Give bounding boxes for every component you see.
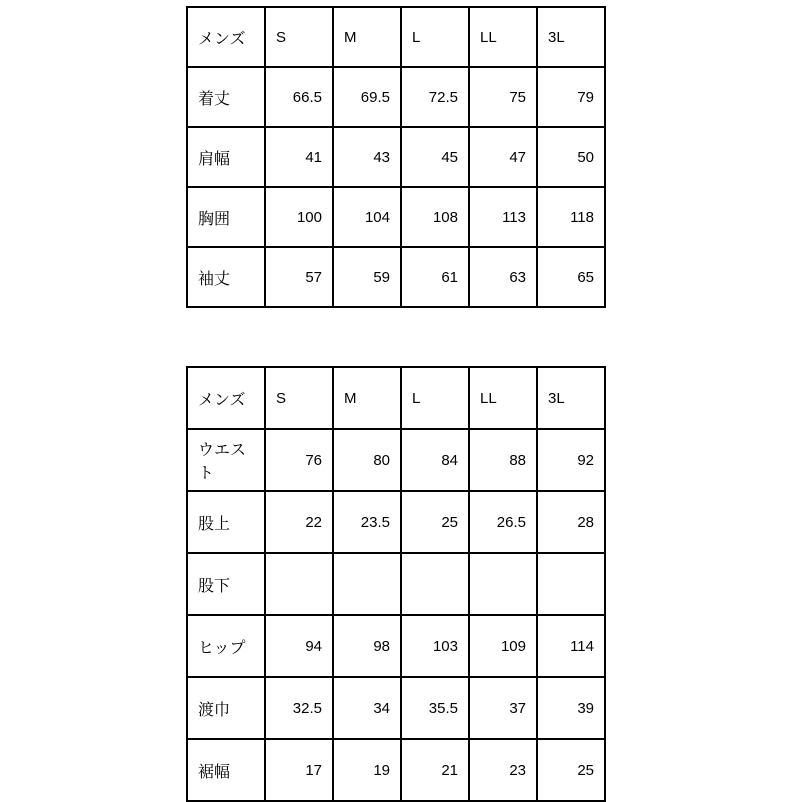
table-row [187,677,605,739]
cell-value: 25 [401,491,469,553]
cell-value: 43 [333,127,401,187]
table-row [187,553,605,615]
column-header-s: S [265,7,333,67]
row-label: 肩幅 [187,127,265,187]
cell-value [265,553,333,615]
row-label: 渡巾 [187,677,265,739]
cell-value: 61 [401,247,469,307]
cell-value: 114 [537,615,605,677]
cell-value: 75 [469,67,537,127]
row-label: ヒップ [187,615,265,677]
column-header-3l: 3L [537,7,605,67]
column-header-ll: LL [469,367,537,429]
cell-value: 79 [537,67,605,127]
cell-value: 109 [469,615,537,677]
cell-value: 103 [401,615,469,677]
table-row [187,429,605,491]
cell-value: 26.5 [469,491,537,553]
column-header-l: L [401,367,469,429]
column-header-m: M [333,367,401,429]
cell-value: 65 [537,247,605,307]
row-label: 股下 [187,553,265,615]
cell-value: 34 [333,677,401,739]
cell-value: 113 [469,187,537,247]
table-header-row [187,367,605,429]
cell-value: 32.5 [265,677,333,739]
table-row [187,127,605,187]
cell-value: 57 [265,247,333,307]
row-label: 袖丈 [187,247,265,307]
cell-value: 80 [333,429,401,491]
cell-value: 45 [401,127,469,187]
cell-value [469,553,537,615]
cell-value: 21 [401,739,469,801]
cell-value: 41 [265,127,333,187]
cell-value: 50 [537,127,605,187]
cell-value: 98 [333,615,401,677]
cell-value: 66.5 [265,67,333,127]
table-row [187,739,605,801]
row-label: 裾幅 [187,739,265,801]
table-corner-header: メンズ [187,7,265,67]
cell-value: 39 [537,677,605,739]
cell-value: 118 [537,187,605,247]
cell-value: 37 [469,677,537,739]
cell-value: 28 [537,491,605,553]
cell-value: 100 [265,187,333,247]
cell-value: 19 [333,739,401,801]
cell-value [401,553,469,615]
mens-bottoms-size-table [186,366,606,802]
table-header-row [187,7,605,67]
cell-value: 76 [265,429,333,491]
cell-value: 47 [469,127,537,187]
table-row [187,491,605,553]
cell-value: 94 [265,615,333,677]
cell-value: 17 [265,739,333,801]
column-header-ll: LL [469,7,537,67]
table-row [187,67,605,127]
cell-value: 63 [469,247,537,307]
cell-value: 84 [401,429,469,491]
row-label: 胸囲 [187,187,265,247]
cell-value: 72.5 [401,67,469,127]
cell-value: 92 [537,429,605,491]
cell-value: 22 [265,491,333,553]
row-label: 股上 [187,491,265,553]
column-header-3l: 3L [537,367,605,429]
table-row [187,247,605,307]
cell-value: 23.5 [333,491,401,553]
cell-value: 104 [333,187,401,247]
mens-tops-size-table [186,6,606,308]
column-header-m: M [333,7,401,67]
cell-value: 88 [469,429,537,491]
cell-value [333,553,401,615]
column-header-s: S [265,367,333,429]
row-label: 着丈 [187,67,265,127]
column-header-l: L [401,7,469,67]
cell-value: 23 [469,739,537,801]
table-row [187,615,605,677]
table-row [187,187,605,247]
cell-value [537,553,605,615]
cell-value: 25 [537,739,605,801]
cell-value: 108 [401,187,469,247]
cell-value: 59 [333,247,401,307]
cell-value: 69.5 [333,67,401,127]
table-corner-header: メンズ [187,367,265,429]
row-label: ウエスト [187,429,265,491]
cell-value: 35.5 [401,677,469,739]
